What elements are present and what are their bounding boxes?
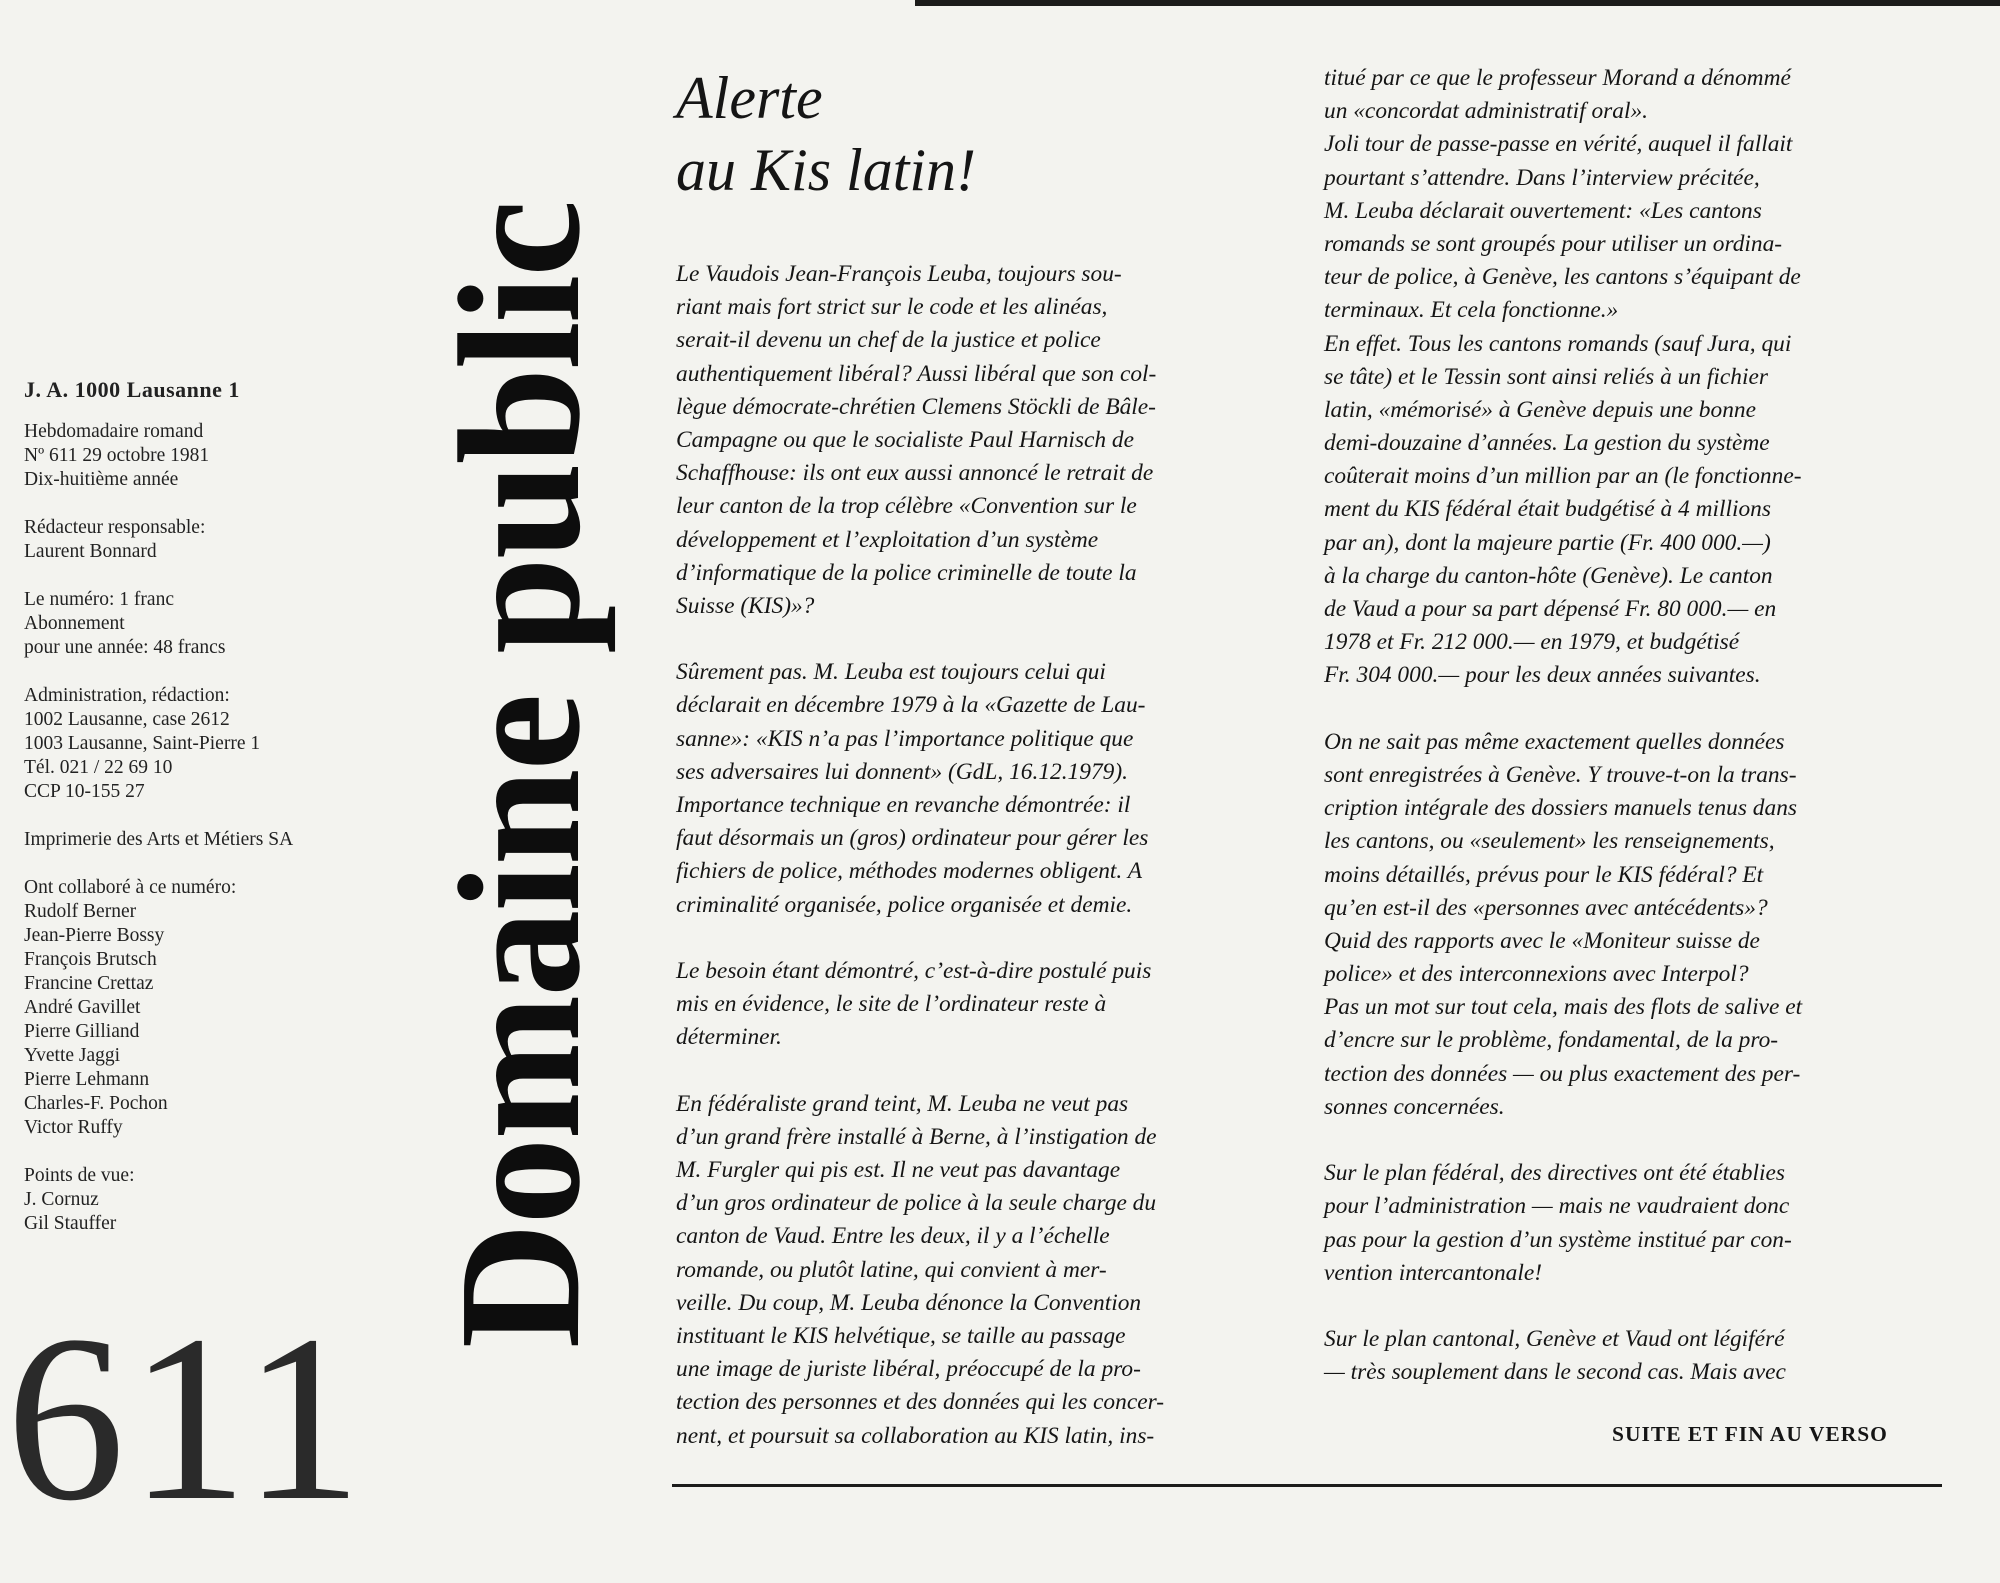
- text-line: veille. Du coup, M. Leuba dénonce la Convention: [676, 1289, 1142, 1316]
- info-line: Victor Ruffy: [24, 1117, 123, 1138]
- info-block: [24, 420, 404, 492]
- text-line: Joli tour de passe-passe en vérité, auquel il fallait: [1324, 131, 1793, 158]
- text-line: police» et des interconnexions avec Interpol?: [1324, 961, 1749, 988]
- text-line: serait-il devenu un chef de la justice et police: [676, 327, 1101, 354]
- text-line: Sur le plan fédéral, des directives ont été établies: [1324, 1160, 1785, 1187]
- info-line: Hebdomadaire romand: [24, 421, 204, 442]
- article-column-1: [676, 258, 1292, 1453]
- paragraph-gap: [1324, 1124, 1940, 1157]
- paragraph-gap: [1324, 693, 1940, 726]
- text-line: authentiquement libéral? Aussi libéral que son col-: [676, 360, 1157, 387]
- info-line: Gil Stauffer: [24, 1213, 117, 1234]
- text-line: Quid des rapports avec le «Moniteur suisse de: [1324, 927, 1760, 954]
- text-line: instituant le KIS helvétique, se taille au passage: [676, 1323, 1126, 1349]
- info-line: Yvette Jaggi: [24, 1045, 121, 1066]
- text-line: romande, ou plutôt latine, qui convient à mer-: [676, 1256, 1107, 1283]
- masthead-title: Domaine public: [423, 201, 616, 1349]
- text-line: teur de police, à Genève, les cantons s’équipant de: [1324, 264, 1801, 291]
- text-line: un «concordat administratif oral».: [1324, 98, 1649, 125]
- text-line: M. Leuba déclarait ouvertement: «Les cantons: [1324, 197, 1762, 224]
- text-line: mis en évidence, le site de l’ordinateur reste à: [676, 991, 1107, 1018]
- info-line: Pierre Gilliand: [24, 1021, 140, 1042]
- text-line: pour l’administration — mais ne vaudraient donc: [1324, 1193, 1790, 1220]
- info-line: Imprimerie des Arts et Métiers SA: [24, 829, 294, 850]
- text-line: déterminer.: [676, 1024, 782, 1051]
- info-line: pour une année: 48 francs: [24, 637, 226, 658]
- text-line: latin, «mémorisé» à Genève depuis une bonne: [1324, 396, 1756, 423]
- text-line: Suisse (KIS)»?: [676, 592, 815, 619]
- text-line: développement et l’exploitation d’un système: [676, 526, 1099, 553]
- paragraph-gap: [676, 1055, 1292, 1088]
- info-line: Points de vue:: [24, 1165, 135, 1186]
- text-line: Campagne ou que le socialiste Paul Harnisch de: [676, 426, 1135, 453]
- text-line: On ne sait pas même exactement quelles données: [1324, 728, 1785, 755]
- text-line: sonnes concernées.: [1324, 1093, 1505, 1120]
- text-line: Le Vaudois Jean-François Leuba, toujours sou-: [676, 261, 1122, 287]
- info-line: Laurent Bonnard: [24, 541, 157, 562]
- info-line: Rudolf Berner: [24, 901, 137, 922]
- text-line: déclarait en décembre 1979 à la «Gazette de Lau-: [676, 692, 1146, 719]
- text-line: par an), dont la majeure partie (Fr. 400 000.—): [1324, 529, 1771, 556]
- masthead-wrap: [400, 50, 640, 1500]
- info-line: Nº 611 29 octobre 1981: [24, 445, 210, 466]
- info-line: Francine Crettaz: [24, 973, 154, 994]
- text-line: se tâte) et le Tessin sont ainsi reliés à un fichier: [1324, 363, 1768, 390]
- headline-line: Alerte: [676, 65, 823, 131]
- text-line: Sur le plan cantonal, Genève et Vaud ont légiféré: [1324, 1326, 1785, 1353]
- paragraph-gap: [676, 623, 1292, 656]
- text-line: nent, et poursuit sa collaboration au KIS latin, ins-: [676, 1422, 1155, 1449]
- info-line: André Gavillet: [24, 997, 141, 1018]
- info-line: Tél. 021 / 22 69 10: [24, 757, 173, 778]
- info-block: [24, 828, 404, 852]
- text-line: demi-douzaine d’années. La gestion du système: [1324, 430, 1770, 457]
- info-block: [24, 1164, 404, 1236]
- info-line: Administration, rédaction:: [24, 685, 230, 706]
- text-line: En effet. Tous les cantons romands (sauf Jura, qui: [1324, 330, 1792, 357]
- text-line: Fr. 304 000.— pour les deux années suivantes.: [1324, 662, 1761, 689]
- article-headline: [676, 62, 976, 206]
- issue-number: 611: [6, 1287, 367, 1550]
- info-block: [24, 588, 404, 660]
- info-line: Le numéro: 1 franc: [24, 589, 174, 610]
- text-line: ment du KIS fédéral était budgétisé à 4 millions: [1324, 496, 1771, 523]
- text-line: terminaux. Et cela fonctionne.»: [1324, 297, 1619, 324]
- text-line: leur canton de la trop célèbre «Convention sur le: [676, 493, 1137, 520]
- text-line: Le besoin étant démontré, c’est-à-dire postulé puis: [676, 957, 1152, 984]
- publication-info: [24, 378, 404, 1260]
- paragraph-gap: [676, 922, 1292, 955]
- text-line: d’encre sur le problème, fondamental, de la pro-: [1324, 1027, 1779, 1054]
- text-line: d’un grand frère installé à Berne, à l’instigation de: [676, 1123, 1157, 1150]
- text-line: les cantons, ou «seulement» les renseignements,: [1324, 828, 1775, 855]
- info-blocks: [24, 420, 404, 1236]
- text-line: Importance technique en revanche démontrée: il: [676, 792, 1131, 818]
- text-line: pourtant s’attendre. Dans l’interview précitée,: [1324, 164, 1760, 191]
- text-line: d’informatique de la police criminelle de toute la: [676, 559, 1137, 586]
- text-line: moins détaillés, prévus pour le KIS fédéral? Et: [1324, 861, 1764, 888]
- text-line: qu’en est-il des «personnes avec antécédents»?: [1324, 894, 1768, 921]
- info-line: 1002 Lausanne, case 2612: [24, 709, 230, 730]
- text-line: — très souplement dans le second cas. Mais avec: [1324, 1359, 1786, 1386]
- info-line: Rédacteur responsable:: [24, 517, 206, 538]
- text-line: tection des personnes et des données qui les concer-: [676, 1389, 1165, 1416]
- text-line: ses adversaires lui donnent» (GdL, 16.12.1979).: [676, 758, 1128, 785]
- text-line: d’un gros ordinateur de police à la seule charge du: [676, 1190, 1157, 1217]
- info-line: Charles-F. Pochon: [24, 1093, 168, 1114]
- info-line: Ont collaboré à ce numéro:: [24, 877, 237, 898]
- text-line: vention intercantonale!: [1324, 1259, 1543, 1286]
- info-line: Jean-Pierre Bossy: [24, 925, 165, 946]
- text-line: coûterait moins d’un million par an (le fonctionne-: [1324, 463, 1802, 490]
- ja-line: J. A. 1000 Lausanne 1: [24, 377, 240, 402]
- text-line: riant mais fort strict sur le code et les alinéas,: [676, 294, 1108, 321]
- info-block: [24, 684, 404, 804]
- info-line: 1003 Lausanne, Saint-Pierre 1: [24, 733, 261, 754]
- text-line: titué par ce que le professeur Morand a dénommé: [1324, 65, 1791, 91]
- text-line: sont enregistrées à Genève. Y trouve-t-on la trans-: [1324, 761, 1797, 788]
- info-block: [24, 516, 404, 564]
- info-line: François Brutsch: [24, 949, 157, 970]
- text-line: Sûrement pas. M. Leuba est toujours celui qui: [676, 659, 1106, 686]
- info-block: [24, 876, 404, 1140]
- text-line: tection des données — ou plus exactement des per-: [1324, 1060, 1801, 1087]
- text-line: une image de juriste libéral, préoccupé de la pro-: [676, 1356, 1141, 1383]
- text-line: romands se sont groupés pour utiliser un ordina-: [1324, 230, 1783, 257]
- text-line: fichiers de police, méthodes modernes obligent. A: [676, 858, 1142, 885]
- text-line: 1978 et Fr. 212 000.— en 1979, et budgétisé: [1324, 629, 1740, 656]
- text-line: sanne»: «KIS n’a pas l’importance politique que: [676, 725, 1134, 752]
- info-line: CCP 10-155 27: [24, 781, 145, 802]
- text-line: M. Furgler qui pis est. Il ne veut pas davantage: [676, 1157, 1121, 1184]
- top-rule: [915, 0, 2000, 6]
- text-line: cription intégrale des dossiers manuels tenus dans: [1324, 795, 1797, 822]
- headline-line: au Kis latin!: [676, 137, 977, 203]
- text-line: pas pour la gestion d’un système institué par con-: [1324, 1226, 1792, 1253]
- continuation-note: SUITE ET FIN AU VERSO: [1612, 1422, 1888, 1446]
- text-line: faut désormais un (gros) ordinateur pour gérer les: [676, 825, 1149, 852]
- text-line: Pas un mot sur tout cela, mais des flots de salive et: [1324, 994, 1803, 1021]
- info-line: Pierre Lehmann: [24, 1069, 150, 1090]
- paragraph-gap: [1324, 1290, 1940, 1323]
- info-line: Abonnement: [24, 613, 125, 634]
- info-line: Dix-huitième année: [24, 469, 179, 490]
- text-line: criminalité organisée, police organisée et demie.: [676, 891, 1133, 918]
- text-line: canton de Vaud. Entre les deux, il y a l’échelle: [676, 1223, 1110, 1250]
- info-line: J. Cornuz: [24, 1189, 99, 1210]
- text-line: à la charge du canton-hôte (Genève). Le canton: [1324, 562, 1773, 589]
- text-line: Schaffhouse: ils ont eux aussi annoncé le retrait de: [676, 460, 1154, 487]
- article-column-2: [1324, 62, 1940, 1390]
- bottom-rule: [672, 1484, 1942, 1487]
- text-line: de Vaud a pour sa part dépensé Fr. 80 000.— en: [1324, 596, 1777, 622]
- text-line: En fédéraliste grand teint, M. Leuba ne veut pas: [676, 1090, 1129, 1117]
- text-line: lègue démocrate-chrétien Clemens Stöckli de Bâle-: [676, 393, 1156, 420]
